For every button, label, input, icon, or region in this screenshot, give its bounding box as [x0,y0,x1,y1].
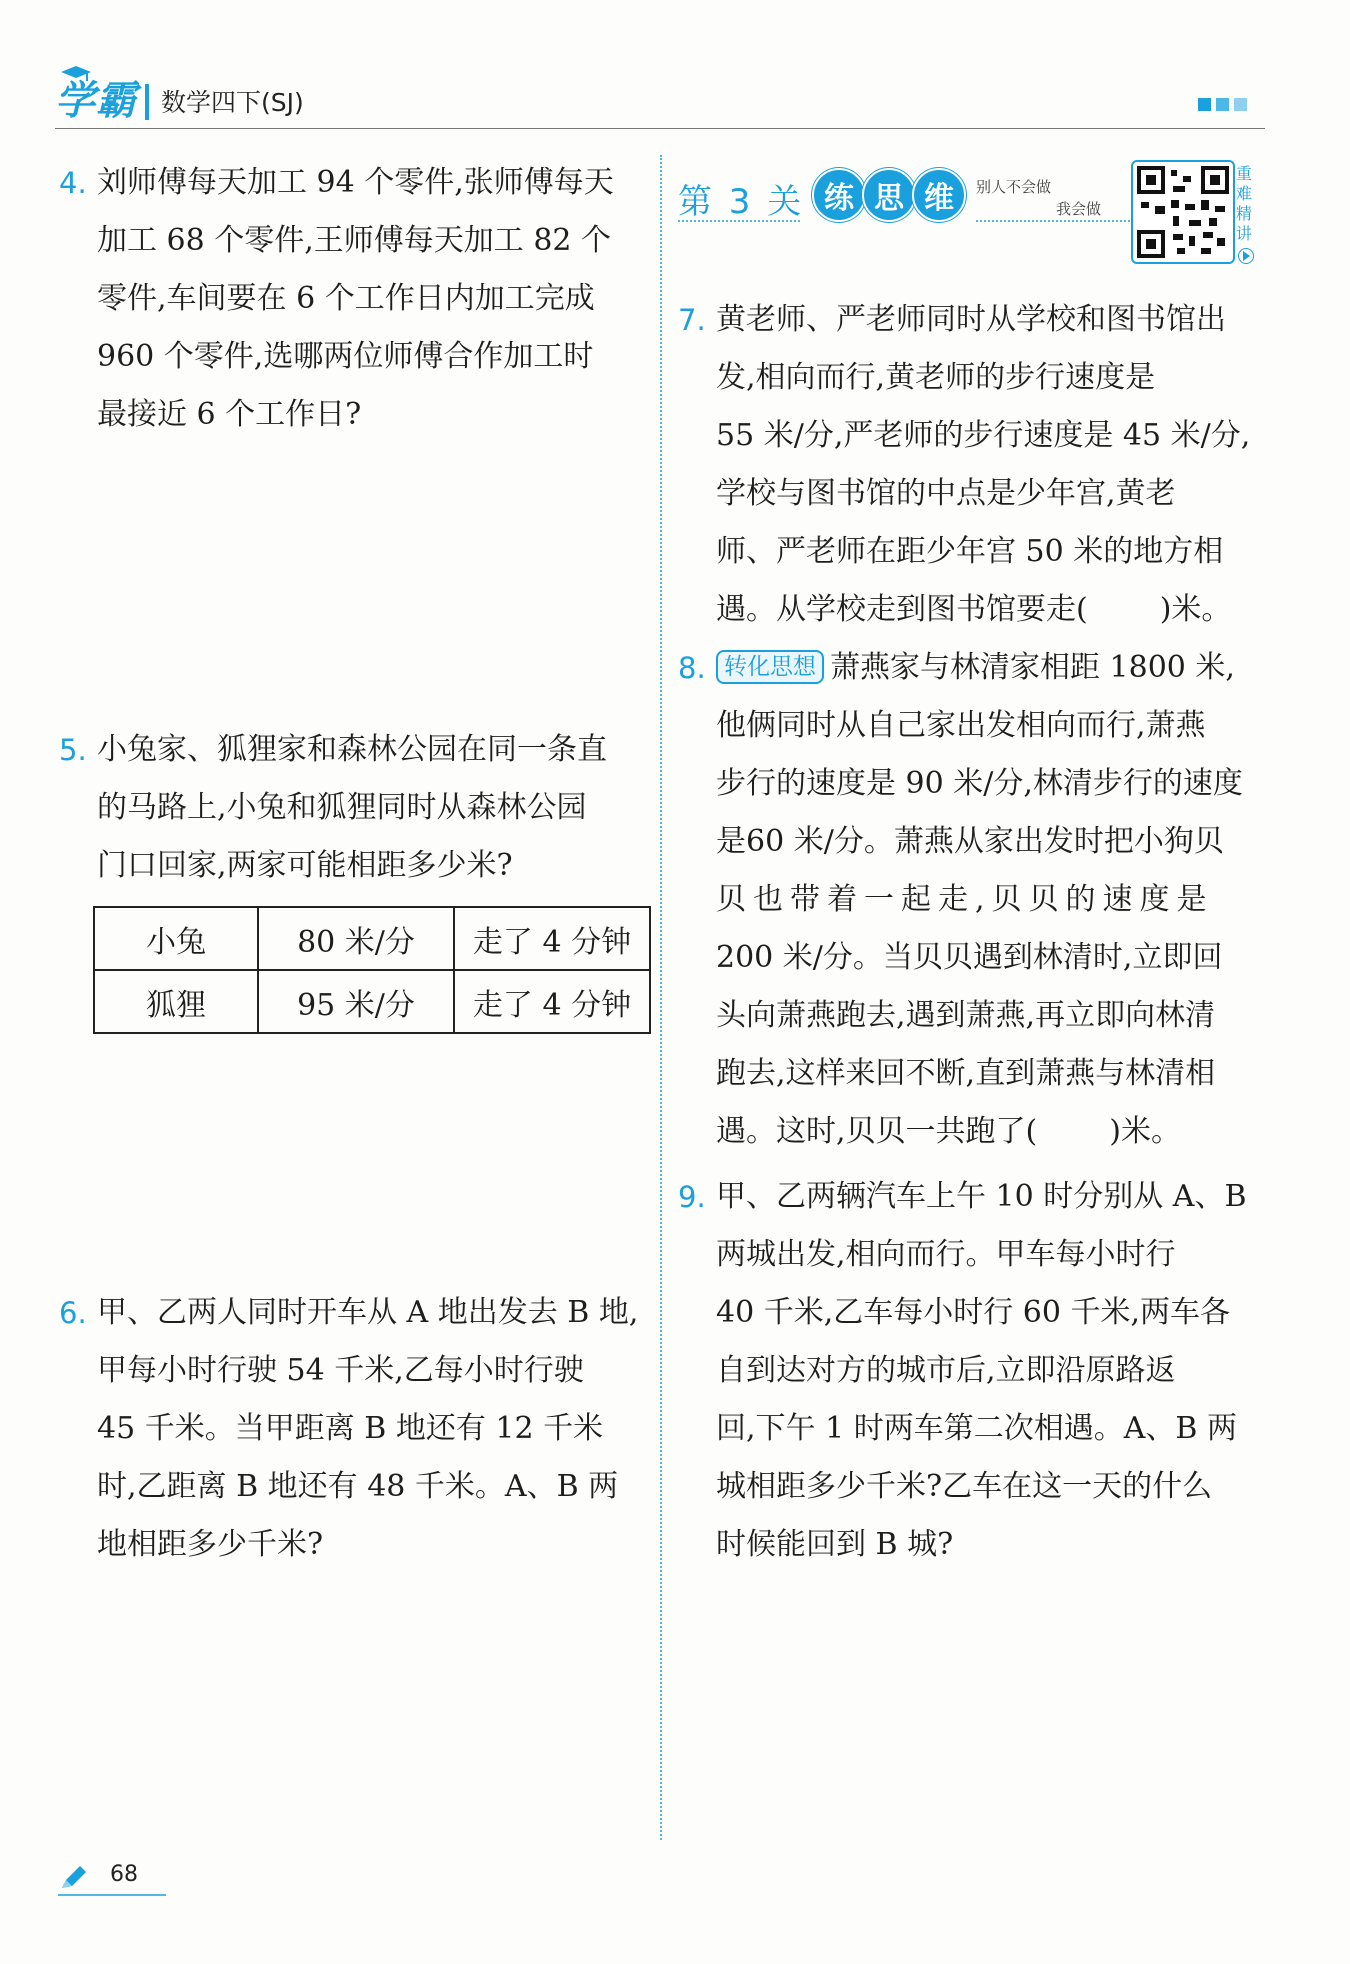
problem-8 [678,639,1264,1161]
text-line: 黄老师、严老师同时从学校和图书馆出 [716,302,1226,337]
qr-label-char: 讲 [1236,224,1253,243]
text-line: 甲、乙两辆汽车上午 10 时分别从 A、B [716,1179,1247,1214]
text-line: 门口回家,两家可能相距多少米? [97,848,513,883]
text-line: 200 米/分。当贝贝遇到林清时,立即回 [716,940,1223,975]
problem-number: 6. [59,1296,87,1330]
text-line: 960 个零件,选哪两位师傅合作加工时 [97,339,594,374]
text-line: 45 千米。当甲距离 B 地还有 12 千米 [97,1411,604,1446]
text-line: 零件,车间要在 6 个工作日内加工完成 [97,281,595,316]
table-cell: 小兔 [94,907,258,970]
text-line: 自到达对方的城市后,立即沿原路返 [716,1353,1176,1388]
section-bubble: 维 [912,168,966,222]
table-cell: 80 米/分 [258,907,454,970]
text-line: 甲每小时行驶 54 千米,乙每小时行驶 [97,1353,584,1388]
text-line: 学校与图书馆的中点是少年宫,黄老 [716,476,1176,511]
play-icon[interactable] [1238,248,1254,264]
section-bubble: 思 [862,168,916,222]
text-line: 是60 米/分。萧燕从家出发时把小狗贝 [716,824,1224,859]
text-line [716,1103,1264,1161]
text-line: 跑去,这样来回不断,直到萧燕与林清相 [716,1056,1216,1091]
brand-separator [145,84,149,120]
text-fragment: 遇。这时,贝贝一共跑了( [716,1114,1038,1149]
text-line: 师、严老师在距少年宫 50 米的地方相 [716,534,1224,569]
text-line: 刘师傅每天加工 94 个零件,张师傅每天 [97,165,614,200]
text-line: 地相距多少千米? [97,1527,324,1562]
brand-logo: 学霸 [55,78,137,124]
problem-4 [59,154,645,444]
problem-text [716,291,1264,639]
text-line: 城相距多少千米?乙车在这一天的什么 [716,1469,1213,1504]
header-decoration [1198,98,1247,111]
text-line: 时候能回到 B 城? [716,1527,954,1562]
brand [55,70,304,126]
problem-text [97,1284,645,1574]
section-title: 第 3 关 [678,182,805,222]
problem-number: 7. [678,303,706,337]
section-bubbles [812,168,962,222]
text-line: 他俩同时从自己家出发相向而行,萧燕 [716,708,1206,743]
qr-label-char: 重 [1236,164,1253,183]
qr-label-char: 精 [1236,204,1253,223]
problem-number: 5. [59,733,87,767]
text-line [716,639,1264,697]
problem-7 [678,291,1264,639]
problem-number: 8. [678,651,706,685]
text-line: 小兔家、狐狸家和森林公园在同一条直 [97,732,607,767]
text-line: 55 米/分,严老师的步行速度是 45 米/分, [716,418,1251,453]
table-row [94,907,650,970]
pencil-icon [58,1864,90,1892]
problem-number: 4. [59,166,87,200]
page-header [55,70,1265,128]
graduation-cap-icon [59,64,93,84]
table-cell: 走了 4 分钟 [454,907,650,970]
text-line: 的马路上,小兔和狐狸同时从森林公园 [97,790,587,825]
arrow-icon [976,220,1138,222]
section-note: 别人不会做 [976,178,1052,196]
text-line: 回,下午 1 时两车第二次相遇。A、B 两 [716,1411,1237,1446]
decor-square [1198,98,1211,111]
text-line: 最接近 6 个工作日? [97,397,362,432]
text-fragment: )米。 [1159,592,1232,627]
text-line: 两城出发,相向而行。甲车每小时行 [716,1237,1176,1272]
text-line [716,581,1264,639]
problem-6 [59,1284,645,1574]
problem-9 [678,1168,1264,1574]
page-number: 68 [110,1862,138,1887]
section-heading [678,160,1268,270]
problem-text [716,639,1264,1161]
page-footer [58,1858,168,1898]
text-line: 甲、乙两人同时开车从 A 地出发去 B 地, [97,1295,639,1330]
text-line: 贝也带着一起走,贝贝的速度是 [716,882,1214,917]
problem-text [97,154,645,444]
text-fragment: )米。 [1109,1114,1181,1149]
strategy-tag: 转化思想 [716,650,824,684]
qr-label [1236,164,1258,244]
text-line: 时,乙距离 B 地还有 48 千米。A、B 两 [97,1469,619,1504]
problem-text [97,721,645,895]
text-line: 发,相向而行,黄老师的步行速度是 [716,360,1156,395]
problem-number: 9. [678,1180,706,1214]
speed-table [93,906,651,1034]
text-line: 40 千米,乙车每小时行 60 千米,两车各 [716,1295,1231,1330]
table-row [94,970,650,1033]
footer-rule [58,1894,166,1896]
qr-label-char: 难 [1236,184,1253,203]
decor-square [1216,98,1229,111]
table-cell: 走了 4 分钟 [454,970,650,1033]
text-fragment: 遇。从学校走到图书馆要走( [716,592,1088,627]
section-bubble: 练 [812,168,866,222]
section-note: 我会做 [1056,200,1102,218]
qr-pattern [1133,162,1233,262]
decor-square [1234,98,1247,111]
problem-text [716,1168,1264,1574]
table-cell: 狐狸 [94,970,258,1033]
qr-code-icon[interactable] [1131,160,1235,264]
text-line: 加工 68 个零件,王师傅每天加工 82 个 [97,223,612,258]
text-fragment: 萧燕家与林清家相距 1800 米, [830,650,1235,685]
header-rule [55,128,1265,129]
book-subtitle: 数学四下(SJ) [161,88,304,117]
text-line: 步行的速度是 90 米/分,林清步行的速度 [716,766,1243,801]
column-divider [660,155,662,1840]
problem-5 [59,721,645,895]
text-line: 头向萧燕跑去,遇到萧燕,再立即向林清 [716,998,1216,1033]
table-cell: 95 米/分 [258,970,454,1033]
section-underline [678,220,800,222]
